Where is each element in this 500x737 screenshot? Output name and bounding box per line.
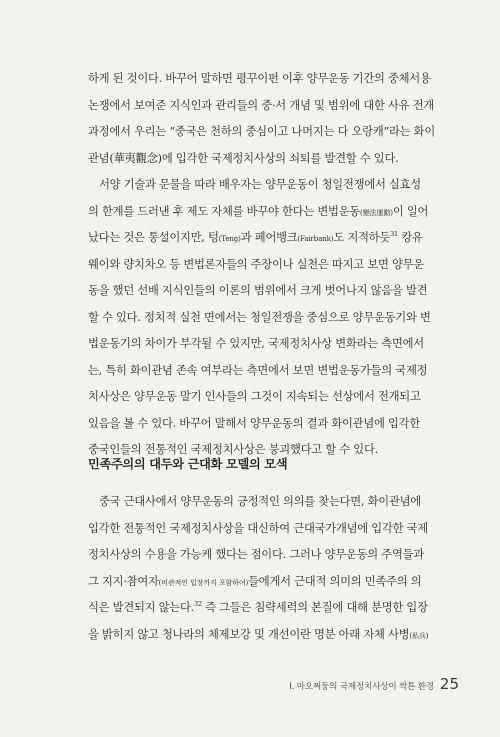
footnote-marker: 32 <box>194 600 202 609</box>
text-line: 하게 된 것이다. 바꾸어 말하면 평꾸이펀 이후 양무운동 기간의 중체서용 <box>88 72 431 85</box>
text-line <box>88 199 428 226</box>
text-run: 캉유 <box>397 231 423 244</box>
footnote-marker: 31 <box>390 230 398 239</box>
page-number: 25 <box>439 675 459 693</box>
text-line: 법운동기의 차이가 부각될 수 있지만, 국제정치사상 변화라는 측면에서 <box>88 337 424 350</box>
text-line: 서양 기술과 문물을 따라 배우자는 양무운동이 청일전쟁에서 실효성 <box>99 178 421 191</box>
hanja-annotation: (變法運動) <box>359 208 393 217</box>
section-heading: 민족주의의 대두와 근대화 모델의 모색 <box>88 457 288 471</box>
text-run: 즉 그들은 침략세력의 본질에 대해 분명한 입장 <box>201 601 428 614</box>
running-head: I. 마오쩌둥의 국제정치사상이 싹튼 환경 <box>289 682 434 692</box>
text-line: 중국인들의 전통적인 국제정치사상은 붕괴했다고 할 수 있다. <box>88 443 378 456</box>
text-line: 있음을 볼 수 있다. 바꾸어 말해서 양무운동의 결과 화이관념에 입각한 <box>88 416 420 430</box>
text-line: 중국 근대사에서 양무운동의 긍정적인 의의를 찾는다면, 화이관념에 <box>99 495 421 508</box>
text-line: 할 수 있다. 정치적 실천 면에서는 청일전쟁을 중심으로 양무운동기와 변 <box>88 310 431 324</box>
text-run: 과 페어뱅크 <box>240 231 298 244</box>
text-line <box>88 569 428 596</box>
text-line <box>88 225 428 252</box>
text-line: 웨이와 량치차오 등 변법론자들의 주장이나 실천은 따지고 보면 양무운 <box>88 257 424 271</box>
page-footer <box>0 674 459 693</box>
text-run: 도 지적하듯 <box>333 231 391 244</box>
text-line: 동을 했던 선배 지식인들의 이론의 범위에서 크게 벗어나지 않음을 발견 <box>88 284 428 297</box>
parenthetical-annotation: (비관적인 입장까지 포함하여) <box>158 578 249 587</box>
text-line: 치사상은 양무운동 말기 인사들의 그것이 지속되는 선상에서 전개되고 <box>88 390 421 403</box>
text-line <box>88 595 428 622</box>
hanja-annotation: (私兵) <box>409 631 429 640</box>
text-run: 식은 발견되지 않는다. <box>88 601 194 614</box>
text-run: 그 지지·참여자 <box>88 574 159 588</box>
text-run: 났다는 것은 통설이지만, 텅 <box>88 231 219 244</box>
paragraph-2 <box>88 172 431 464</box>
text-line: 논쟁에서 보여준 지식인과 관리들의 중·서 개념 및 범위에 대한 사유 전개 <box>88 98 434 112</box>
text-line <box>88 622 428 649</box>
text-line: 입각한 전통적인 국제정치사상을 대신하여 근대국가개념에 입각한 국제 <box>88 521 428 535</box>
text-line: 정치사상의 수용을 가능케 했다는 점이다. 그러나 양무운동의 주역들과 <box>88 548 424 561</box>
text-line: 는, 특히 화이관념 존속 여부라는 측면에서 보면 변법운동가들의 국제정 <box>88 363 428 377</box>
paragraph-1 <box>88 66 436 172</box>
text-run: 이 일어 <box>392 204 429 218</box>
text-line: 과정에서 우리는 “중국은 천하의 중심이고 나머지는 다 오랑캐”라는 화이 <box>88 125 436 138</box>
name-annotation: (Fairbank) <box>297 235 334 243</box>
paragraph-3 <box>88 489 428 648</box>
text-line: 관념(華夷觀念)에 입각한 국제정치사상의 쇠퇴를 발견할 수 있다. <box>88 151 399 165</box>
name-annotation: (Teng) <box>218 235 241 243</box>
text-run: 들에게서 근대적 의미의 민족주의 의 <box>248 574 422 588</box>
text-run: 을 밝히지 않고 청나라의 체제보강 및 개선이란 명분 아래 자체 사병 <box>88 627 410 641</box>
text-run: 의 한계를 드러낸 후 제도 자체를 바꾸야 한다는 변법운동 <box>88 204 360 218</box>
